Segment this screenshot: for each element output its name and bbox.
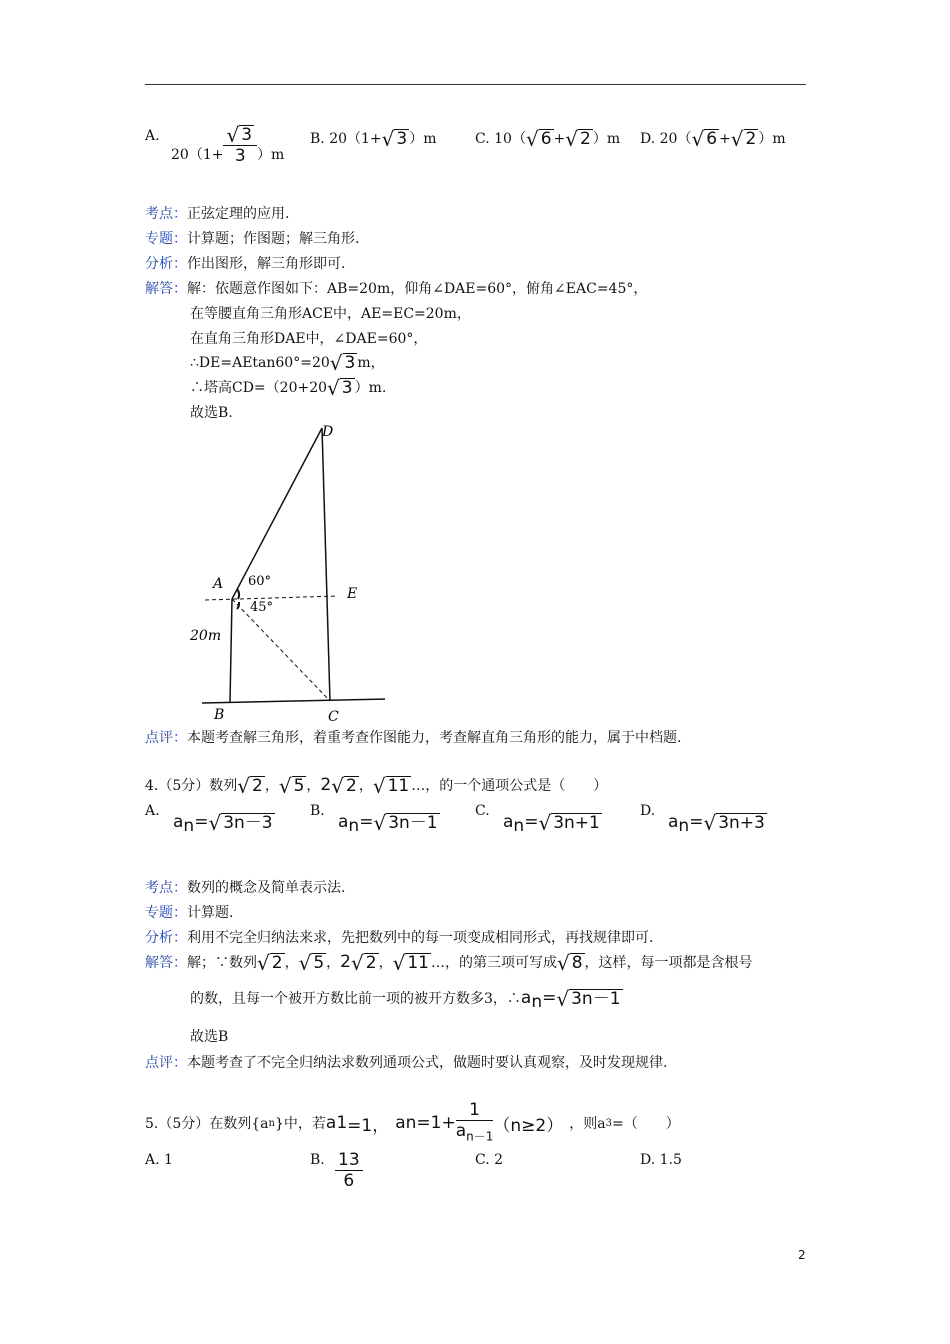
q4-jieda-line-2: 的数，且每一个被开方数比前一项的被开方数多3，$\therefore a_n=$ √ 3n－1 [190,987,621,1012]
q3-dianping: 点评：本题考查解三角形，着重考查作图能力，考查解直角三角形的能力，属于中档题. [145,730,682,746]
q3-fenxi: 分析：作出图形，解三角形即可. [145,256,346,272]
q3-jieda-line-3: 在直角三角形DAE中，∠DAE=60°， [190,331,428,347]
q3-option-a-label: A. [145,128,160,144]
q3-jieda-line-2: 在等腰直角三角形ACE中，AE=EC=20m， [190,306,471,322]
q4-option-d: $a_n=$ √ 3n+3 [668,811,765,836]
q4-stem: 4.（5分）数列 √ 2 ， √ 5 ，2 √ 2 ， √ 11 …，的一个通项公式是（ ） [145,774,608,798]
label-c: C [328,709,339,725]
q4-option-d-label: D. [640,803,656,819]
q3-jieda-line-5: ∴塔高CD=（20+20 √ 3 ）m. [190,376,387,400]
label-a: A [213,576,224,592]
q3-jieda-line-6: 故选B. [190,405,233,421]
q5-option-b-label: B. [310,1152,325,1168]
q4-option-c: $a_n=$ √ 3n+1 [503,811,600,836]
label-angle-45: 45° [250,600,274,615]
q4-fenxi: 分析：利用不完全归纳法来求，先把数列中的每一项变成相同形式，再找规律即可. [145,930,654,946]
q3-option-a: 20（1+ √ 3 3 ）m [171,123,285,166]
header-rule [145,84,806,85]
label-d: D [322,424,334,440]
q3-kaodian: 考点：正弦定理的应用. [145,206,290,222]
q3-option-d: D. 20（ √ 6 + √ 2 ）m [640,127,786,151]
q4-dianping: 点评：本题考查了不完全归纳法求数列通项公式，做题时要认真观察，及时发现规律. [145,1055,668,1071]
tower-figure [180,418,400,728]
q4-jieda-line-1: 解答：解；∵数列 √ 2 ， √ 5 ，2 √ 2 ， √ 11 …，的第三项可写成 √ 8 ，这样，每一项都是含根号 [145,951,753,975]
q4-option-a-label: A. [145,803,160,819]
q3-option-c: C. 10（ √ 6 + √ 2 ）m [475,127,621,151]
label-b: B [214,707,225,723]
q3-jieda-line-4: ∴DE=AEtan60°=20 √ 3 m， [190,351,385,375]
q4-option-b: $a_n=$ √ 3n－1 [338,811,438,836]
page-number: 2 [798,1248,806,1262]
q4-zhuanti: 专题：计算题. [145,905,234,921]
q5-option-a: A. 1 [145,1152,173,1168]
q4-kaodian: 考点：数列的概念及简单表示法. [145,880,346,896]
q3-zhuanti: 专题：计算题；作图题；解三角形. [145,231,360,247]
label-height: 20m [190,628,222,644]
q3-option-a-fraction: √ 3 3 [223,124,257,166]
q4-option-c-label: C. [475,803,490,819]
angle-60-arc [237,589,239,599]
q4-option-a: $a_n=$ √ 3n－3 [173,811,273,836]
q4-jieda-line-3: 故选B [190,1029,229,1045]
q5-option-b: $\frac{13}{6}$ [335,1150,363,1191]
q5-fraction: $\frac{1}{a_{n-1}}$ [455,1100,494,1144]
q3-jieda-line-1: 解答：解：依题意作图如下：AB=20m，仰角∠DAE=60°，俯角∠EAC=45°， [145,281,648,297]
q5-stem: 5.（5分）在数列{a n }中，若 a 1 =1， a n =1+ $\frac{1}{a_{n-1}}$ （n≥2） ，则a 3 =（ ） [145,1100,680,1146]
segment-ad [232,428,322,599]
segment-ac [232,599,330,701]
q4-option-b-label: B. [310,803,325,819]
angle-45-arc [237,602,239,609]
q3-option-b: B. 20（1+ √ 3 ）m [310,127,437,151]
segment-dc [322,428,330,701]
q5-option-c: C. 2 [475,1152,504,1168]
label-angle-60: 60° [248,574,272,589]
segment-ab [230,599,232,702]
label-e: E [347,586,358,602]
q5-option-d: D. 1.5 [640,1152,682,1168]
